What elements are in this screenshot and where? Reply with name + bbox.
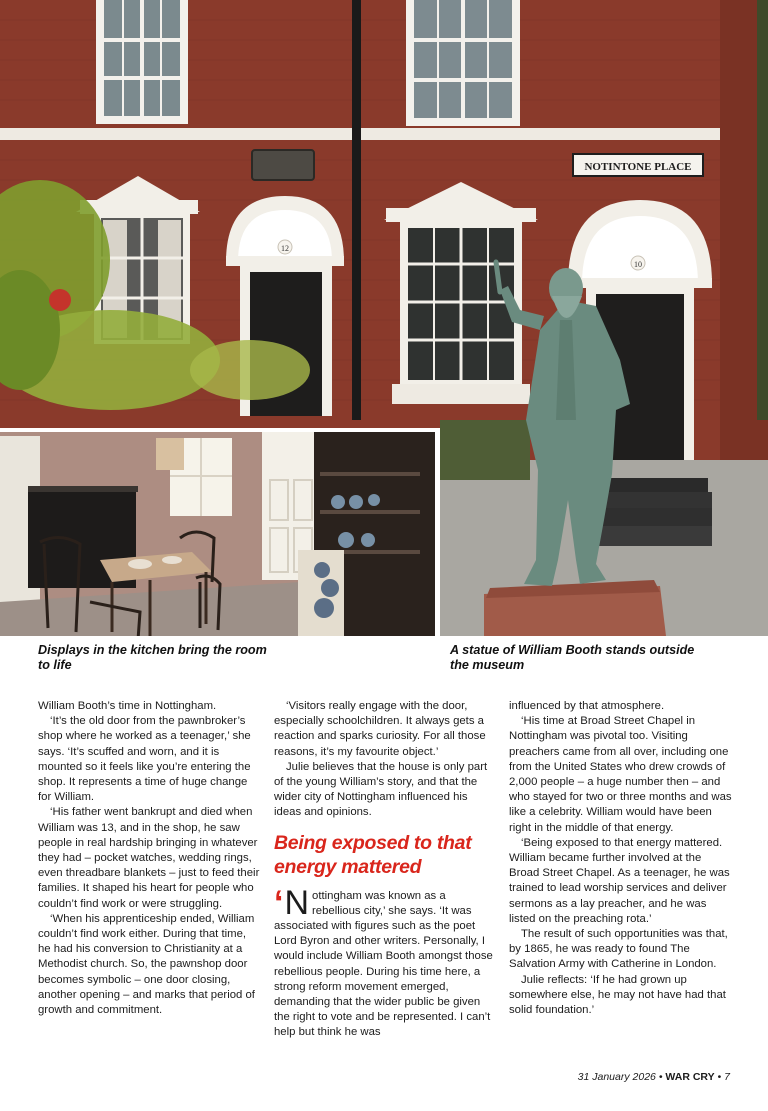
plaque [252,150,314,180]
door-number-12: 12 [281,244,289,253]
paragraph: influenced by that atmosphere. [509,700,665,712]
planter [440,420,530,480]
footer-separator: • [658,1071,663,1083]
dropcap-letter: N [284,883,310,922]
article-column-1 [38,699,261,1018]
page-footer [578,1071,730,1083]
caption-statue: A statue of William Booth stands outside the museum [450,643,695,672]
caption-kitchen: Displays in the kitchen bring the room to life [38,643,267,672]
street-sign-text: NOTINTONE PLACE [584,161,692,173]
article-column-2 [274,699,497,1041]
ivy [757,0,768,420]
dropcap-quote: ‘ [274,883,284,922]
paragraph: ‘Visitors really engage with the door, especially schoolchildren. It always gets a reaction and sparks curiosity. For all those reasons, it’s my favourite object.’ [274,700,486,758]
upper-window-right [406,0,520,126]
paragraph: ‘Being exposed to that energy mattered. William became further involved at the Broad Street Chapel. As a teenager, he was trained to lead worship services and deliver sermons as a lay preacher, and he was listed on the preaching rota.’ [509,836,730,925]
lower-window-center [384,182,538,404]
issue-date: 31 January 2026 [577,1071,656,1083]
footer-separator: • [717,1071,722,1083]
paragraph: ‘His father went bankrupt and died when William was 13, and in the shop, he saw people in real hardship bringing in whatever they had – pocket watches, wedding rings, even threadbare blankets – just to feed their families. It shaped his heart for people who couldn’t find work or were struggling. [38,806,260,910]
downpipe [352,0,361,420]
article-column-3 [509,699,732,1018]
dropcap-paragraph [274,883,497,1041]
page-number: 7 [724,1071,730,1083]
door-number-10: 10 [634,260,642,269]
paragraph: ‘It’s the old door from the pawnbroker’s shop where he worked as a teenager,’ she says. ‘It’s scuffed and worn, and it is mounted so it feels like you’re entering the shop. It represents a time of huge change for William. [38,715,251,804]
paragraph: ‘His time at Broad Street Chapel in Nottingham was pivotal too. Visiting preachers came from all over, including one from the United States who drew crowds of 2,000 people – a huge number then – and who stayed for two or three months and was like a celebrity. William would have been right in the middle of that energy. [509,715,732,834]
paragraph: The result of such opportunities was that, by 1865, he was ready to found The Salvation Army with Catherine in London. [509,928,728,971]
paragraph: William Booth’s time in Nottingham. [38,700,217,712]
subheading: Being exposed to that energy mattered [274,831,472,878]
magazine-name: WAR CRY [665,1071,715,1083]
paragraph: Julie believes that the house is only part of the young William’s story, and that the wider city of Nottingham influenced his ideas and opinions. [274,760,488,819]
paragraph: ‘When his apprenticeship ended, William couldn’t find work either. During that time, he had his conversion to Christianity at a Methodist church. So, the pawnshop door becomes symbolic – one door closing, another opening – and marks that period of growth and commitment. [38,912,255,1017]
kitchen-illustration [0,432,440,636]
upper-window-left [96,0,188,124]
kitchen-photo [0,428,440,636]
dropcap-paragraph-text: ottingham was known as a rebellious city,’ she says. ‘It was associated with figures such as the poet Lord Byron and other writers. Personally, I would include William Booth amongst those rebellious people. During his time here, a strong reform movement emerged, demanding that the wider public be given the right to vote and be represented. I can’t help but think he was [274,889,493,1039]
paragraph: Julie reflects: ‘If he had grown up somewhere else, he may not have had that solid foundation.’ [509,973,726,1017]
lamp [156,438,184,470]
